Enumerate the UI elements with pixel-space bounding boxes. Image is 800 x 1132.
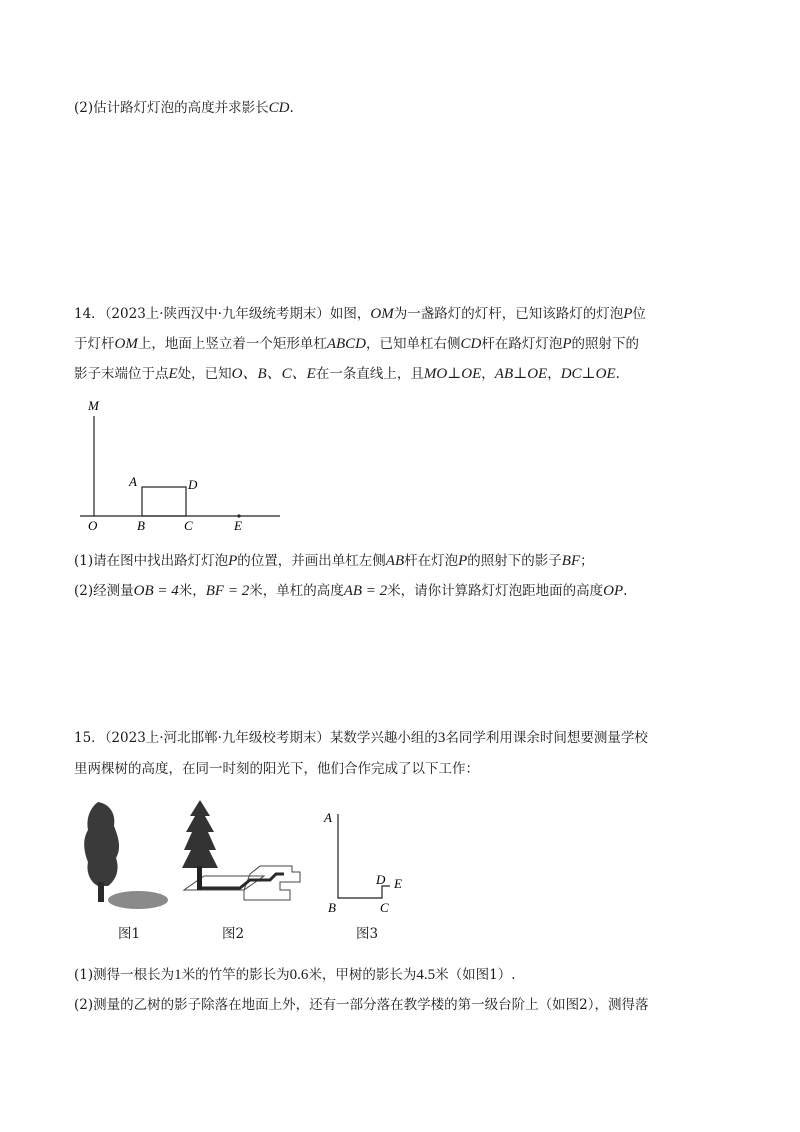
caption-fig1: 图1	[118, 926, 141, 942]
fig3-label-c: C	[380, 900, 389, 915]
caption-fig3: 图3	[356, 926, 379, 942]
label-o: O	[88, 518, 98, 533]
q14-part1: (1)请在图中找出路灯灯泡P的位置，并画出单杠左侧AB杆在灯泡P的照射下的影子BF；	[74, 553, 594, 569]
q14-line-1: 14．（2023上·陕西汉中·九年级统考期末）如图，OM为一盏路灯的灯杆，已知该路灯的灯泡P位	[74, 306, 646, 322]
tree-crown	[84, 802, 119, 886]
label-c: C	[184, 518, 193, 533]
label-m: M	[88, 398, 99, 413]
q14-part2: (2)经测量OB = 4米，BF = 2米，单杠的高度AB = 2米，请你计算路灯灯泡距地面的高度OP.	[74, 583, 628, 599]
q14-line-2: 于灯杆OM上，地面上竖立着一个矩形单杠ABCD，已知单杠右侧CD杆在路灯灯泡P的照射下的	[74, 336, 640, 352]
q14-line-3: 影子末端位于点E处，已知O、B、C、E在一条直线上，且MO⊥OE，AB⊥OE，DC⊥OE.	[74, 366, 620, 382]
caption-fig2: 图2	[222, 926, 245, 942]
pine-crown	[182, 800, 218, 868]
q15-line-2: 里两棵树的高度，在同一时刻的阳光下，他们合作完成了以下工作：	[74, 761, 479, 777]
fig3-label-b: B	[328, 900, 336, 915]
bar-abcd	[142, 487, 186, 516]
label-a: A	[129, 474, 137, 489]
q15-part1: (1)测得一根长为1米的竹竿的影长为0.6米，甲树的影长为4.5米（如图1）.	[74, 967, 516, 983]
tree-figure-2	[180, 796, 310, 916]
geometry-figure-3	[320, 808, 420, 918]
steps	[244, 866, 300, 900]
fig3-label-a: A	[324, 810, 332, 825]
q14-figure	[74, 396, 294, 536]
question-number: 15．	[74, 730, 105, 746]
fig3-label-d: D	[376, 872, 386, 887]
label-e: E	[234, 518, 242, 533]
tree-shadow	[108, 891, 168, 909]
label-b: B	[137, 518, 145, 533]
label-d: D	[188, 477, 198, 492]
tree-figure-1	[76, 796, 186, 911]
tree-trunk	[98, 882, 104, 902]
q15-line-1: 15．（2023上·河北邯郸·九年级校考期末）某数学兴趣小组的3名同学利用课余时间想要测量学校	[74, 730, 648, 746]
pine-trunk	[197, 866, 202, 890]
question-number: 14．	[74, 306, 105, 322]
math-cd: CD	[268, 100, 290, 116]
q13-part2-text: (2)估计路灯灯泡的高度并求影长CD.	[74, 100, 294, 116]
q15-part2: (2)测量的乙树的影子除落在地面上外，还有一部分落在教学楼的第一级台阶上（如图2），测得落	[74, 997, 649, 1013]
question-source: （2023上·陕西汉中·九年级统考期末）	[104, 306, 330, 322]
question-source: （2023上·河北邯郸·九年级校考期末）	[104, 730, 330, 746]
fig3-label-e: E	[394, 876, 402, 891]
